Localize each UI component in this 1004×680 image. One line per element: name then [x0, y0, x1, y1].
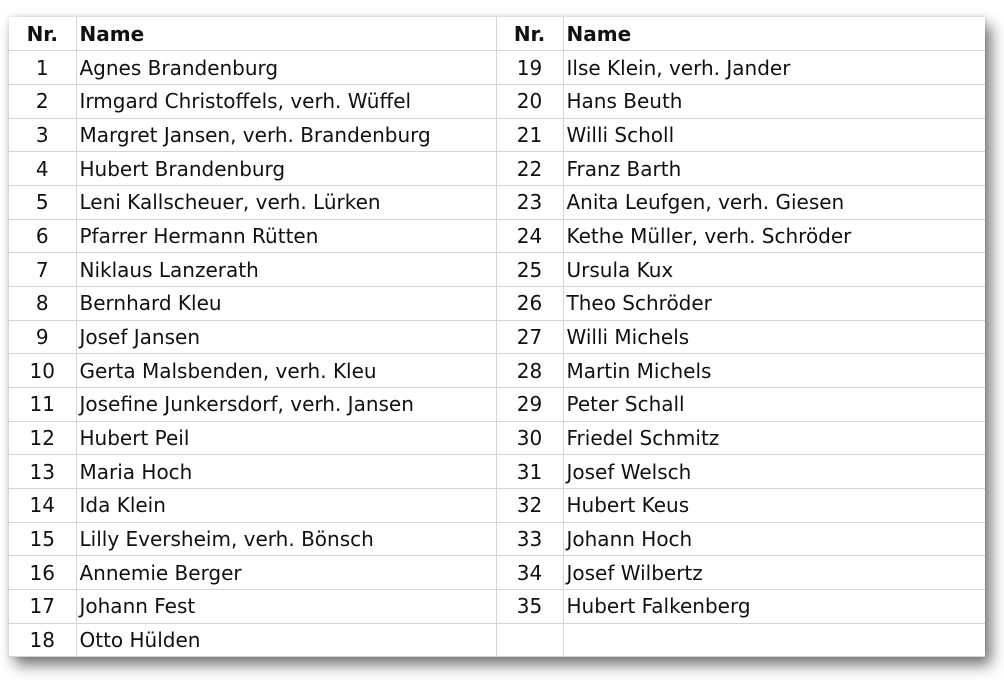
- row-name-left: Hubert Peil: [76, 421, 496, 455]
- table-row: [9, 253, 985, 287]
- table-row: [9, 589, 985, 623]
- row-number-right: 32: [496, 488, 563, 522]
- row-name-left: Annemie Berger: [76, 556, 496, 590]
- row-number-right: 20: [496, 84, 563, 118]
- table-row: [9, 84, 985, 118]
- row-number-right: [496, 623, 563, 657]
- row-number-left: 12: [9, 421, 76, 455]
- table-row: [9, 219, 985, 253]
- table-row: [9, 488, 985, 522]
- row-name-right: Hans Beuth: [563, 84, 985, 118]
- row-name-right: Willi Michels: [563, 320, 985, 354]
- header-nr-right: Nr.: [496, 17, 563, 51]
- table-row: [9, 421, 985, 455]
- row-number-right: 22: [496, 152, 563, 186]
- row-name-left: Pfarrer Hermann Rütten: [76, 219, 496, 253]
- row-number-right: 35: [496, 589, 563, 623]
- row-number-right: 29: [496, 387, 563, 421]
- row-name-left: Lilly Eversheim, verh. Bönsch: [76, 522, 496, 556]
- row-number-left: 8: [9, 286, 76, 320]
- header-name-right: Name: [563, 17, 985, 51]
- row-name-left: Johann Fest: [76, 589, 496, 623]
- row-name-right: Peter Schall: [563, 387, 985, 421]
- row-number-left: 4: [9, 152, 76, 186]
- header-name-left: Name: [76, 17, 496, 51]
- row-name-right: [563, 623, 985, 657]
- row-number-right: 34: [496, 556, 563, 590]
- row-name-right: Ilse Klein, verh. Jander: [563, 51, 985, 85]
- row-name-right: Franz Barth: [563, 152, 985, 186]
- row-number-left: 15: [9, 522, 76, 556]
- row-name-left: Irmgard Christoffels, verh. Wüffel: [76, 84, 496, 118]
- table-row: [9, 286, 985, 320]
- row-number-left: 16: [9, 556, 76, 590]
- row-number-left: 10: [9, 354, 76, 388]
- row-name-left: Agnes Brandenburg: [76, 51, 496, 85]
- table-row: [9, 118, 985, 152]
- row-number-left: 2: [9, 84, 76, 118]
- table-row: [9, 152, 985, 186]
- row-number-left: 5: [9, 185, 76, 219]
- table-row: [9, 320, 985, 354]
- row-name-right: Willi Scholl: [563, 118, 985, 152]
- row-name-left: Hubert Brandenburg: [76, 152, 496, 186]
- row-name-right: Hubert Falkenberg: [563, 589, 985, 623]
- table-row: [9, 522, 985, 556]
- row-number-right: 23: [496, 185, 563, 219]
- row-number-left: 11: [9, 387, 76, 421]
- table-row: [9, 455, 985, 489]
- row-name-right: Johann Hoch: [563, 522, 985, 556]
- row-name-left: Margret Jansen, verh. Brandenburg: [76, 118, 496, 152]
- row-name-right: Ursula Kux: [563, 253, 985, 287]
- header-row: [9, 17, 985, 51]
- row-name-right: Hubert Keus: [563, 488, 985, 522]
- table-row: [9, 387, 985, 421]
- row-name-left: Josef Jansen: [76, 320, 496, 354]
- row-name-left: Ida Klein: [76, 488, 496, 522]
- row-name-right: Martin Michels: [563, 354, 985, 388]
- row-number-right: 33: [496, 522, 563, 556]
- row-name-right: Josef Welsch: [563, 455, 985, 489]
- table-row: [9, 623, 985, 657]
- row-number-right: 24: [496, 219, 563, 253]
- row-name-right: Josef Wilbertz: [563, 556, 985, 590]
- row-number-right: 31: [496, 455, 563, 489]
- row-name-right: Friedel Schmitz: [563, 421, 985, 455]
- row-number-left: 3: [9, 118, 76, 152]
- row-number-left: 13: [9, 455, 76, 489]
- header-nr-left: Nr.: [9, 17, 76, 51]
- table-row: [9, 354, 985, 388]
- row-number-left: 17: [9, 589, 76, 623]
- row-number-right: 30: [496, 421, 563, 455]
- row-name-left: Maria Hoch: [76, 455, 496, 489]
- row-number-left: 6: [9, 219, 76, 253]
- row-name-left: Bernhard Kleu: [76, 286, 496, 320]
- row-name-right: Anita Leufgen, verh. Giesen: [563, 185, 985, 219]
- row-number-right: 21: [496, 118, 563, 152]
- row-name-left: Josefine Junkersdorf, verh. Jansen: [76, 387, 496, 421]
- row-number-left: 14: [9, 488, 76, 522]
- row-number-left: 7: [9, 253, 76, 287]
- row-number-right: 19: [496, 51, 563, 85]
- row-number-left: 9: [9, 320, 76, 354]
- row-name-left: Leni Kallscheuer, verh. Lürken: [76, 185, 496, 219]
- name-table: [9, 17, 985, 657]
- name-list-sheet: [9, 17, 985, 657]
- row-number-right: 27: [496, 320, 563, 354]
- row-name-left: Gerta Malsbenden, verh. Kleu: [76, 354, 496, 388]
- row-name-right: Kethe Müller, verh. Schröder: [563, 219, 985, 253]
- row-number-right: 28: [496, 354, 563, 388]
- row-number-right: 26: [496, 286, 563, 320]
- row-number-right: 25: [496, 253, 563, 287]
- row-name-left: Niklaus Lanzerath: [76, 253, 496, 287]
- table-row: [9, 51, 985, 85]
- row-number-left: 1: [9, 51, 76, 85]
- table-body: [9, 51, 985, 657]
- table-row: [9, 185, 985, 219]
- row-name-left: Otto Hülden: [76, 623, 496, 657]
- row-number-left: 18: [9, 623, 76, 657]
- table-row: [9, 556, 985, 590]
- row-name-right: Theo Schröder: [563, 286, 985, 320]
